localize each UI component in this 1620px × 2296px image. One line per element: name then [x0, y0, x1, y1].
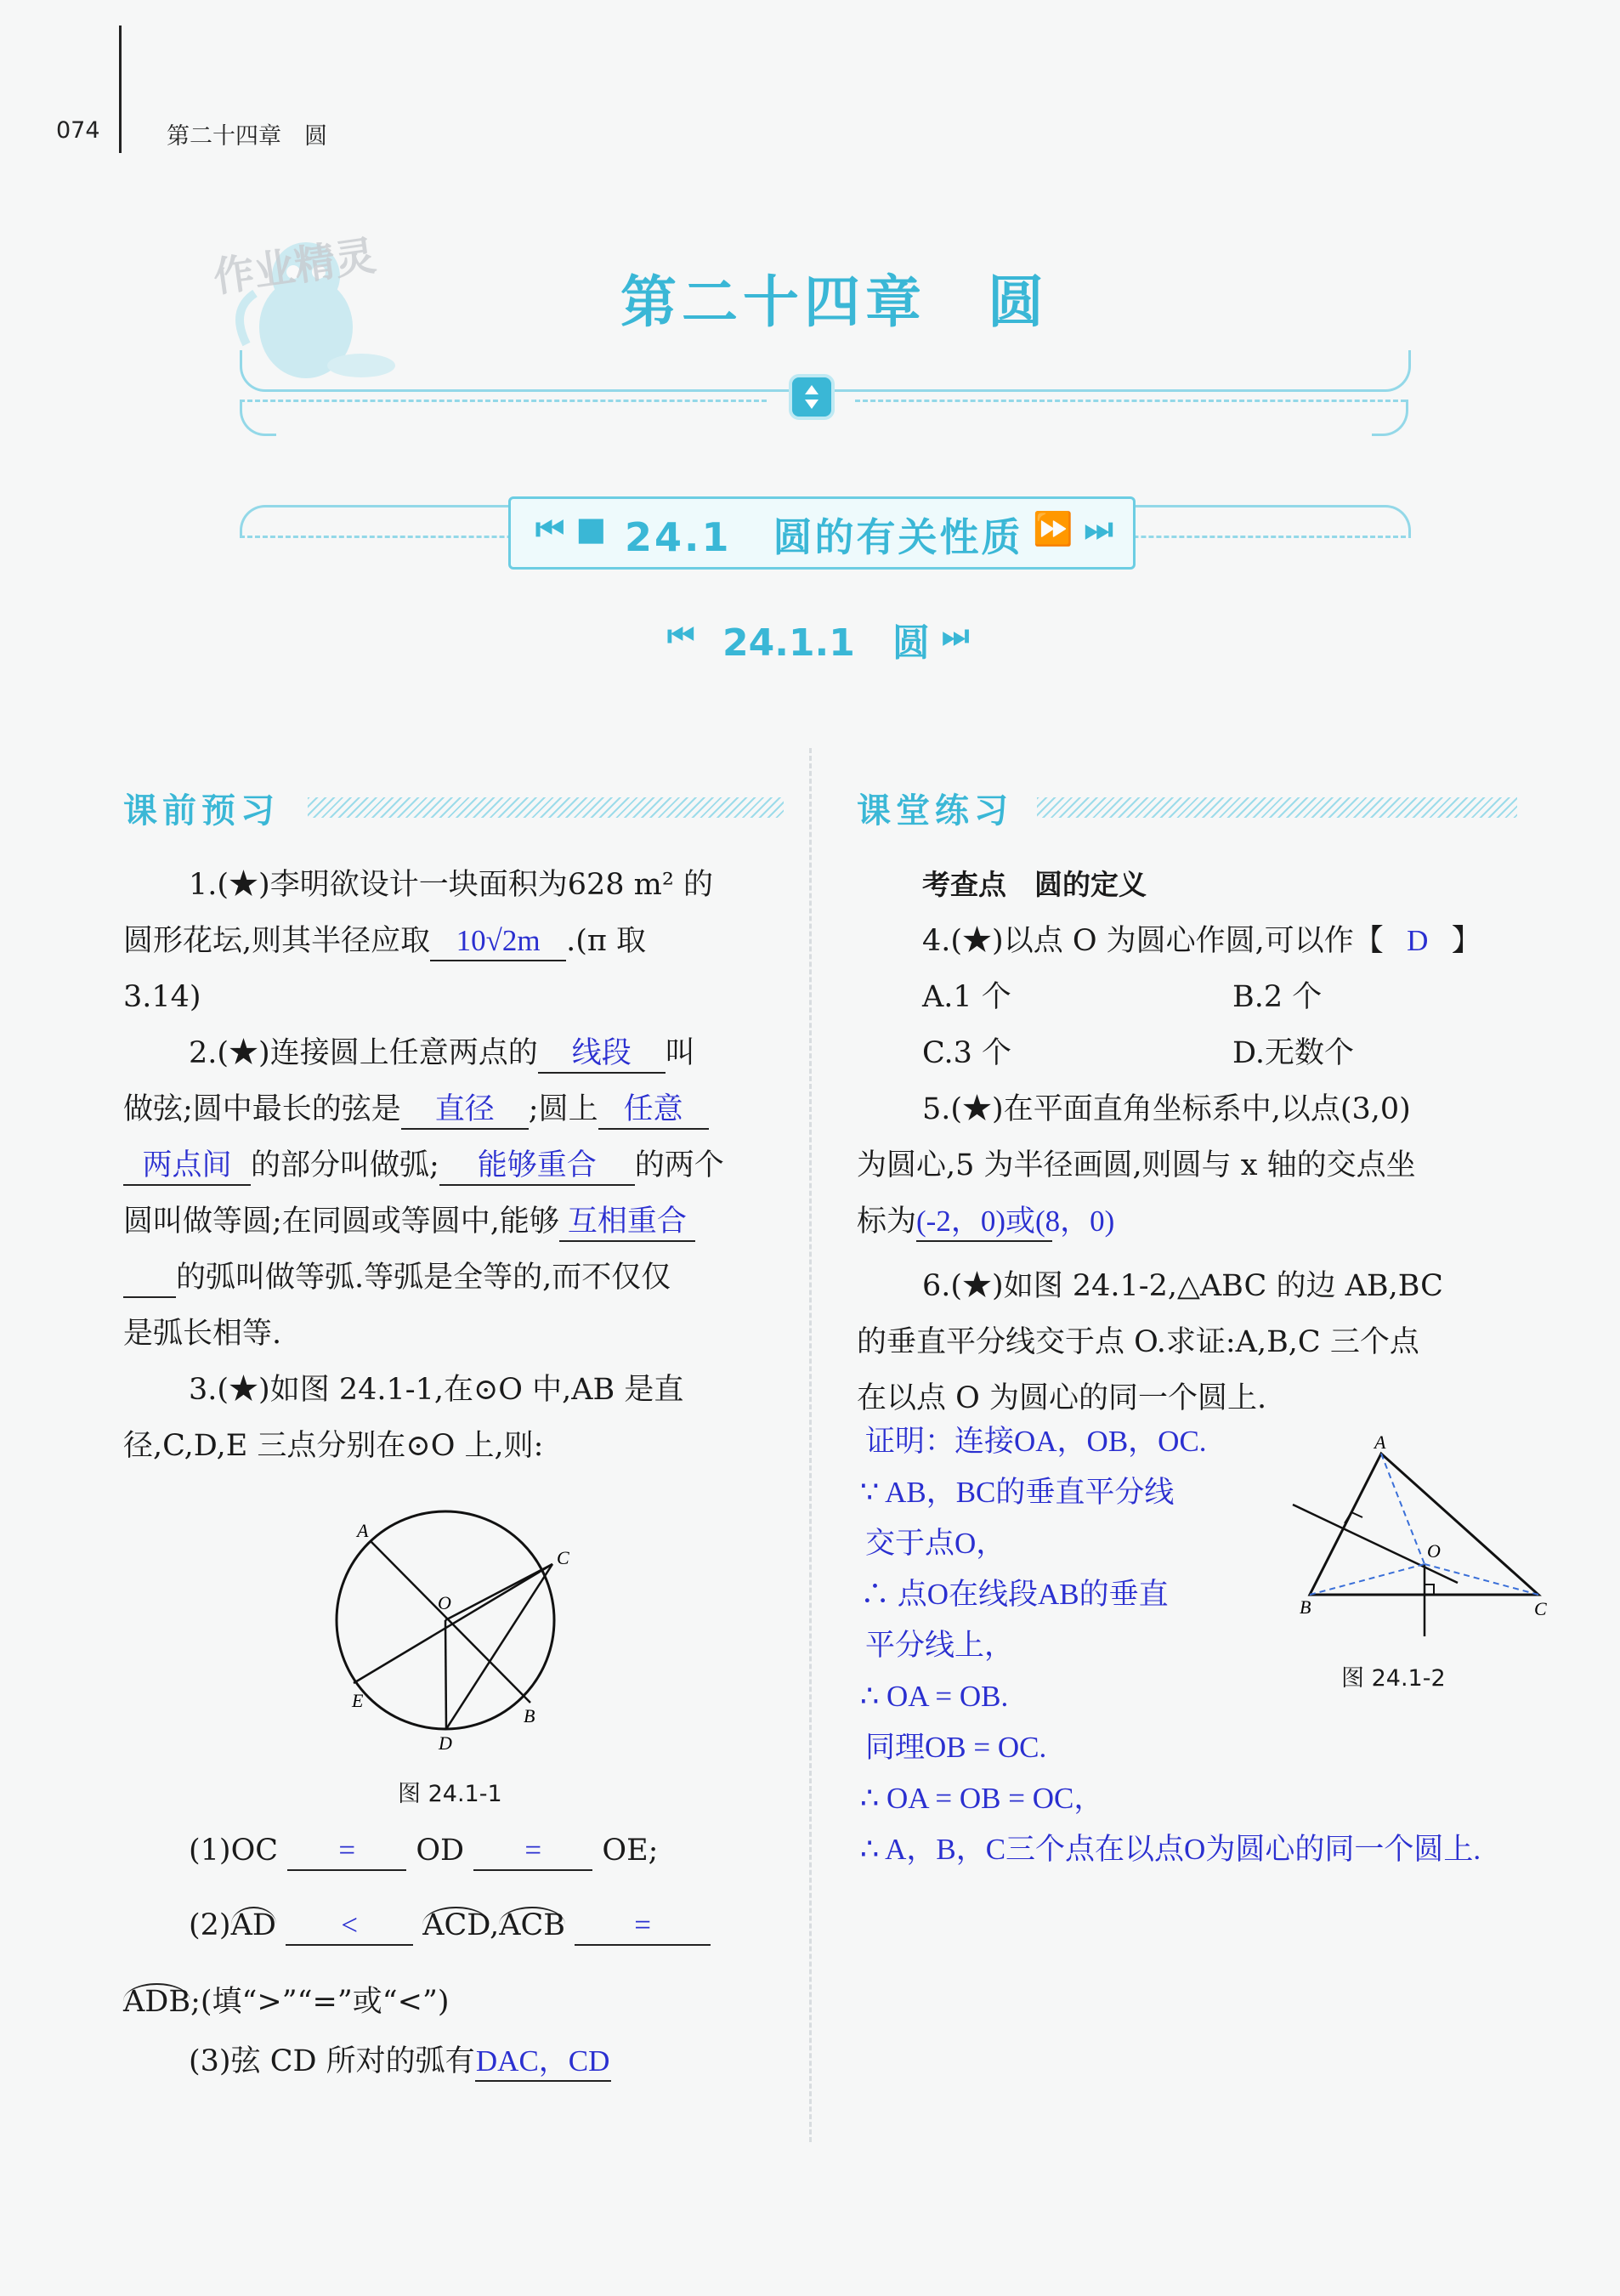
right-heading: 课堂练习 — [857, 791, 1013, 831]
right-heading-hatch — [1037, 797, 1517, 818]
q4-option-a[interactable]: A.1 个 — [922, 980, 1011, 1014]
q2-text-2b: ;圆上 — [528, 1092, 598, 1126]
q2-text: 2.(★)连接圆上任意两点的 — [189, 1036, 538, 1070]
proof-line-2: ∵ AB，BC的垂直平分线 — [860, 1476, 1175, 1509]
proof-line-3: 交于点O， — [865, 1527, 1006, 1560]
q4-close: 】 — [1451, 924, 1481, 958]
q2-line2 — [123, 1081, 709, 1137]
q4-option-b[interactable]: B.2 个 — [1232, 980, 1323, 1014]
q2-blank2[interactable] — [401, 1091, 529, 1130]
fig2-label-B: B — [1300, 1596, 1311, 1618]
chapter-title: 第二十四章 圆 — [620, 269, 1049, 335]
p2-answer1: < — [341, 1908, 358, 1942]
p2-arc2: ACD — [422, 1908, 490, 1942]
proof-line-1: 证明：连接OA，OB，OC. — [865, 1425, 1207, 1458]
q4-answer[interactable]: D — [1407, 924, 1429, 957]
q2-text-5: 的弧叫做等弧.等弧是全等的,而不仅仅 — [176, 1261, 671, 1295]
p2-line2 — [123, 1974, 450, 2030]
check-point: 考查点 圆的定义 — [922, 868, 1147, 901]
q2-blank4[interactable] — [123, 1147, 251, 1186]
page-number: 074 — [56, 117, 100, 144]
q2-answer1: 线段 — [571, 1036, 632, 1069]
q2-text-b: 叫 — [665, 1036, 695, 1070]
proof-line-7: 同理OB = OC. — [865, 1731, 1047, 1764]
p2-arc3: ACB — [499, 1908, 565, 1942]
proof-line-4: ∴ 点O在线段AB的垂直 — [860, 1578, 1169, 1611]
proof-line-5: 平分线上， — [865, 1629, 1015, 1662]
q5-line2: 为圆心,5 为半径画圆,则圆与 x 轴的交点坐 — [857, 1148, 1416, 1182]
q3-line2: 径,C,D,E 三点分别在⊙O 上,则: — [123, 1429, 544, 1463]
p1-answer2: = — [524, 1834, 542, 1867]
fig1-label-B: B — [524, 1705, 535, 1726]
p2-blank2[interactable] — [575, 1907, 711, 1946]
q4-stem — [922, 913, 1481, 969]
p1-line — [189, 1823, 658, 1879]
q5-line3 — [857, 1193, 1115, 1250]
p3-text: (3)弦 CD 所对的弧有 — [189, 2044, 475, 2078]
p2-sep: , — [490, 1908, 500, 1942]
q1-text-b: .(π 取 — [566, 924, 647, 958]
q3-line1: 3.(★)如图 24.1-1,在⊙O 中,AB 是直 — [189, 1373, 684, 1407]
q2-blank6[interactable] — [559, 1203, 695, 1242]
p2-answer2: = — [634, 1908, 652, 1942]
q2-line3 — [123, 1137, 724, 1193]
figure-24-1-1-caption: 图 24.1-1 — [398, 1781, 502, 1807]
title-frame-side-left — [240, 400, 276, 436]
proof-line-9: ∴ A，B，C三个点在以点O为圆心的同一个圆上. — [860, 1833, 1481, 1866]
q5-text: 标为 — [857, 1205, 917, 1239]
fig1-label-A: A — [357, 1520, 369, 1541]
q2-blank6-cont — [123, 1259, 176, 1298]
q1-text: 圆形花坛,则其半径应取 — [123, 924, 431, 958]
q2-text-3: 的部分叫做弧; — [251, 1148, 439, 1182]
q2-line5 — [123, 1250, 671, 1306]
title-frame-dashed-right — [855, 400, 1406, 402]
q2-line4 — [123, 1193, 695, 1250]
subsection-title: 24.1.1 圆 — [722, 621, 930, 665]
subsection-prev-icon: ⏮ — [667, 619, 695, 654]
p2-arc4: ADB — [123, 1985, 191, 2019]
title-frame-dashed-left — [240, 400, 767, 402]
q2-blank3[interactable] — [598, 1091, 709, 1130]
p1-text-c: OE; — [602, 1834, 659, 1868]
q5-line1: 5.(★)在平面直角坐标系中,以点(3,0) — [922, 1092, 1411, 1126]
q4-option-c[interactable]: C.3 个 — [922, 1036, 1012, 1070]
q2-text-3b: 的两个 — [634, 1148, 724, 1182]
p2-blank1[interactable] — [286, 1907, 413, 1946]
q5-blank[interactable] — [916, 1203, 1115, 1242]
fig1-label-C: C — [557, 1547, 569, 1568]
section-next-icon: ⏩ ⏭ — [1033, 510, 1113, 547]
section-prev-icon: ⏮ ■ — [535, 510, 607, 547]
q1-blank[interactable] — [430, 922, 566, 961]
q6-line3: 在以点 O 为圆心的同一个圆上. — [857, 1381, 1267, 1415]
p2-rest: ;(填“>”“=”或“<”) — [190, 1985, 450, 2019]
p1-blank1[interactable] — [287, 1832, 406, 1871]
fig1-label-E: E — [352, 1690, 364, 1711]
q2-answer3: 任意 — [623, 1092, 683, 1125]
q2-line6: 是弧长相等. — [123, 1317, 282, 1351]
fig1-label-O: O — [438, 1592, 451, 1613]
q4-text: 4.(★)以点 O 为圆心作圆,可以作【 — [922, 924, 1384, 958]
title-frame-side-right — [1372, 400, 1408, 436]
figure-24-1-2-caption: 图 24.1-2 — [1341, 1665, 1446, 1692]
p2-arc1: AD — [230, 1908, 276, 1942]
figure-24-1-2 — [1288, 1431, 1560, 1641]
proof-line-8: ∴ OA = OB = OC， — [860, 1782, 1104, 1815]
fig2-label-O: O — [1427, 1540, 1441, 1562]
figure-24-1-1 — [323, 1496, 578, 1754]
q1-line3: 3.14) — [123, 980, 201, 1014]
fig2-label-A: A — [1374, 1431, 1386, 1453]
column-divider — [809, 748, 812, 2142]
q2-answer2: 直径 — [434, 1092, 495, 1125]
header-rule — [119, 26, 122, 153]
watermark-text: 作业精灵 — [210, 231, 379, 303]
p1-text-a: (1)OC — [189, 1834, 279, 1868]
p3-line — [189, 2033, 611, 2089]
q2-text-2: 做弦;圆中最长的弦是 — [123, 1092, 401, 1126]
section-title: 24.1 圆的有关性质 — [625, 514, 1023, 560]
q2-blank1[interactable] — [538, 1035, 666, 1074]
q2-answer4: 两点间 — [142, 1148, 232, 1182]
p1-text-b: OD — [416, 1834, 465, 1868]
p3-blank[interactable] — [475, 2043, 611, 2082]
running-header: 第二十四章 圆 — [167, 123, 327, 150]
subsection-next-icon: ⏭ — [942, 619, 970, 654]
q2-text-4: 圆叫做等圆;在同圆或等圆中,能够 — [123, 1205, 559, 1239]
q5-answer: (-2，0)或(8，0) — [916, 1205, 1115, 1238]
q2-answer5: 能够重合 — [477, 1148, 597, 1182]
q2-line1 — [189, 1025, 695, 1081]
fig1-label-D: D — [439, 1732, 452, 1754]
q1-answer: 10√2m — [456, 924, 541, 957]
q1-line1: 1.(★)李明欲设计一块面积为628 m² 的 — [189, 868, 713, 902]
p3-answer: DAC，CD — [475, 2044, 610, 2078]
left-heading-hatch — [308, 797, 784, 818]
left-heading: 课前预习 — [123, 791, 280, 831]
q1-line2 — [123, 913, 646, 969]
p1-blank2[interactable] — [473, 1832, 592, 1871]
q4-option-d[interactable]: D.无数个 — [1232, 1036, 1354, 1070]
fig2-label-C: C — [1534, 1598, 1547, 1619]
q6-line2: 的垂直平分线交于点 O.求证:A,B,C 三个点 — [857, 1325, 1419, 1359]
expand-toggle-icon[interactable] — [789, 374, 835, 420]
p2-line1 — [189, 1897, 711, 1953]
q2-blank5[interactable] — [439, 1147, 635, 1186]
proof-line-6: ∴ OA = OB. — [860, 1680, 1009, 1713]
p2-text-a: (2) — [189, 1908, 231, 1942]
q6-line1: 6.(★)如图 24.1-2,△ABC 的边 AB,BC — [922, 1269, 1443, 1303]
q2-answer6: 互相重合 — [567, 1205, 687, 1238]
p1-answer1: = — [338, 1834, 356, 1867]
